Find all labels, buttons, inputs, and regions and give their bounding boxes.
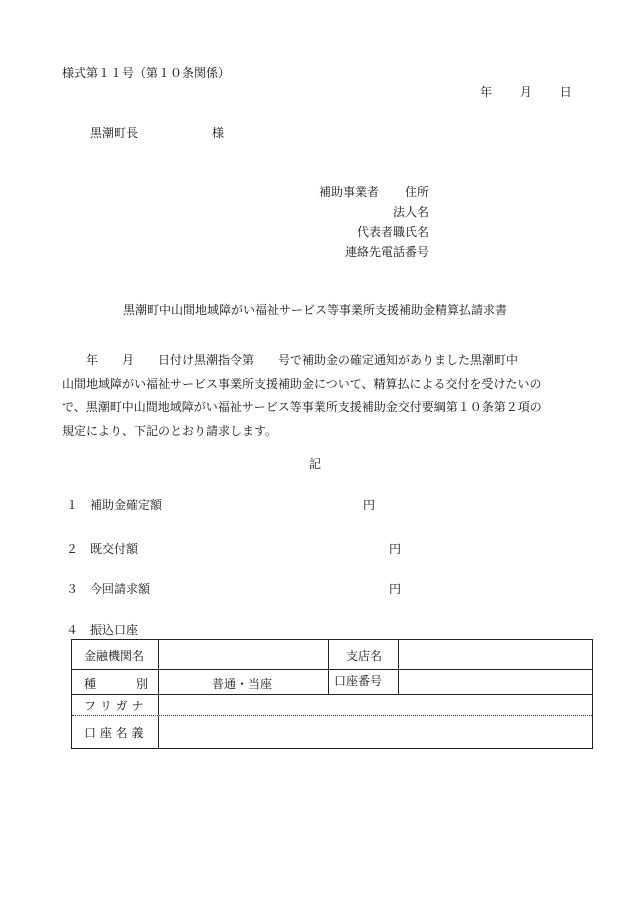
heading-ki: 記 [308,457,321,471]
item-label-bank-account: 振込口座 [90,623,139,637]
body-line: 山間地域障がい福祉サービス事業所支援補助金について、精算払による交付を受けたいの [62,376,542,391]
table-row [72,670,592,695]
type-label-char-2: 別 [136,677,149,691]
applicant-corporation-label: 法人名 [392,205,429,219]
item-number: ２ [66,542,79,556]
applicant-address-label: 住所 [404,185,429,199]
item-label-confirmed-amount: 補助金確定額 [90,498,163,512]
item-unit: 円 [389,542,402,556]
bank-account-table [71,639,593,749]
item-label-paid-amount: 既交付額 [90,542,139,556]
branch-label: 支店名 [346,649,383,663]
institution-label: 金融機関名 [84,649,145,663]
applicant-phone-label: 連絡先電話番号 [344,245,429,259]
account-holder-label: 口 座 名 義 [84,726,144,740]
addressee-name: 黒潮町長 [90,126,139,140]
item-label-request-amount: 今回請求額 [90,582,151,596]
item-number: １ [66,498,79,512]
date-line [480,86,572,98]
item-number: ４ [66,623,79,637]
date-day: 日 [559,85,572,99]
item-unit: 円 [389,582,402,596]
table-row [72,695,592,716]
document-title: 黒潮町中山間地域障がい福祉サービス等事業所支援補助金精算払請求書 [122,303,507,317]
addressee-honorific: 様 [212,126,225,140]
item-unit: 円 [363,498,376,512]
body-line: 規定により、下記のとおり請求します。 [62,423,278,438]
form-number: 様式第１１号（第１０条関係） [62,66,231,80]
body-line: 年 月 日付け黒潮指令第 号で補助金の確定通知がありました黒潮町中 [62,353,519,367]
applicant-representative-label: 代表者職氏名 [356,225,429,239]
table-row [72,640,592,670]
account-type-value: 普通・当座 [212,677,273,691]
item-number: ３ [66,582,79,596]
date-month: 月 [519,85,532,99]
table-row [72,716,592,748]
type-label-char-1: 種 [84,677,97,691]
body-line: で、黒潮町中山間地域障がい福祉サービス等事業所支援補助金交付要綱第１０条第２項の [62,400,542,414]
furigana-label: フ リ ガ ナ [84,699,144,713]
applicant-role: 補助事業者 [319,185,380,199]
date-year: 年 [480,85,493,99]
account-number-label: 口座番号 [334,674,383,688]
body-paragraph [62,349,582,443]
